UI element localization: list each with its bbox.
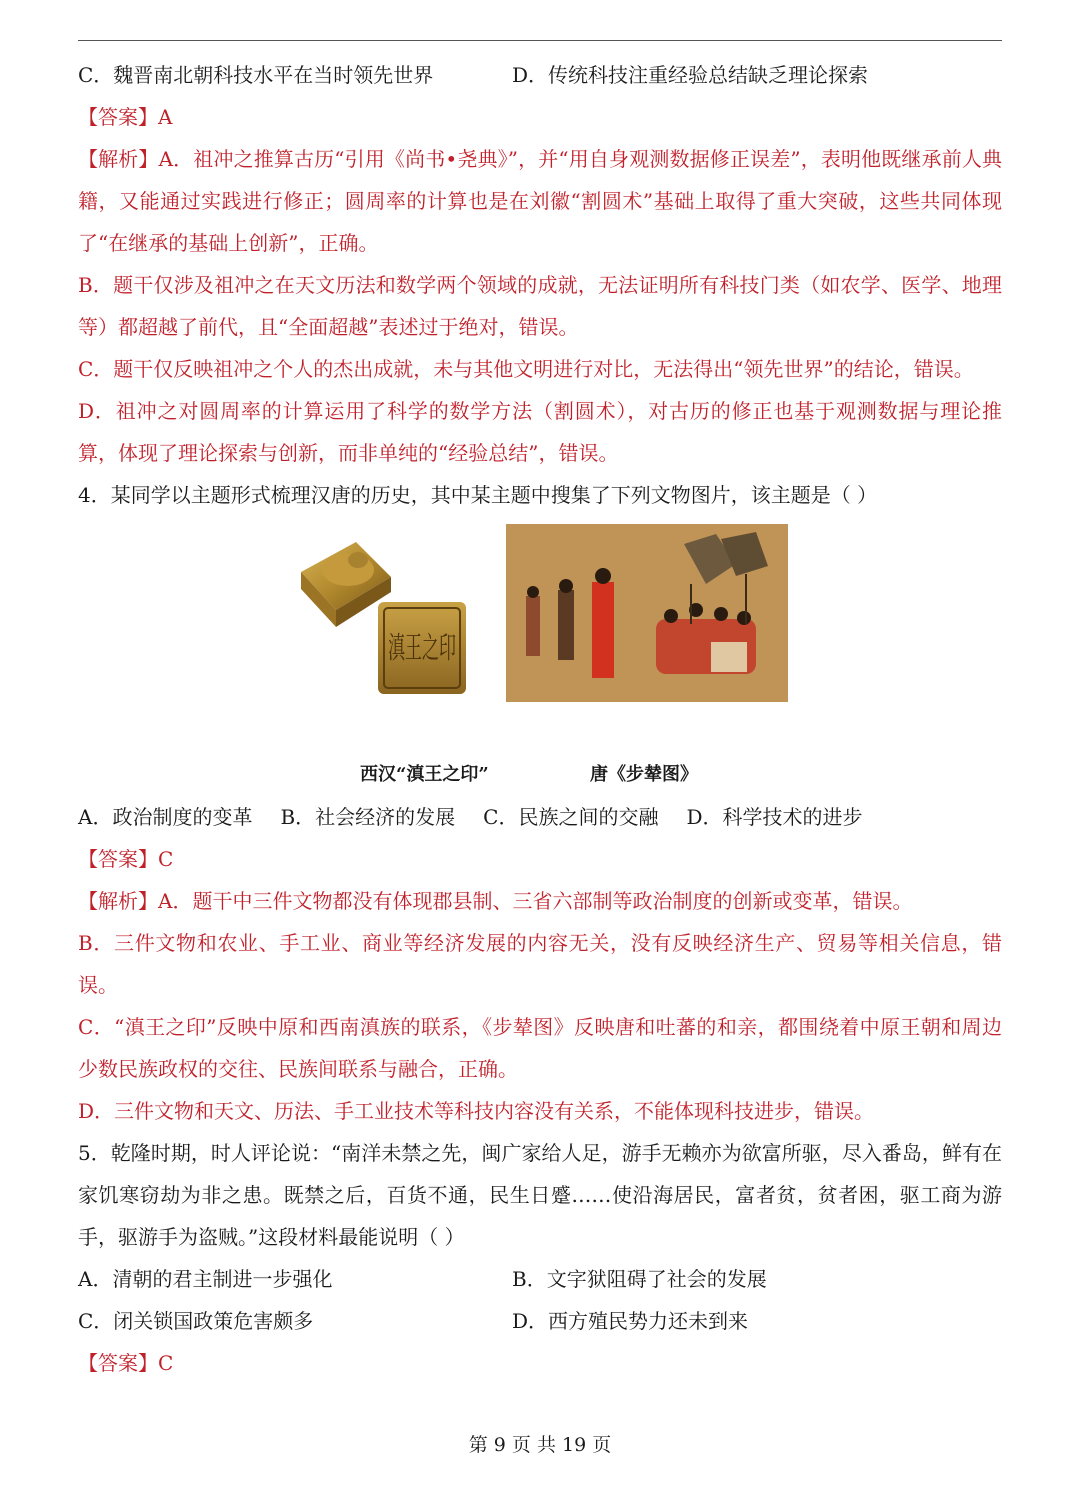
q3-answer: [78, 96, 1002, 138]
q4-answer: [78, 838, 1002, 880]
q4-options: [78, 796, 1002, 838]
q4-analysis-c: C．“滇王之印”反映中原和西南滇族的联系，《步辇图》反映唐和吐蕃的和亲，都围绕着中原王朝和周边少数民族政权的交往、民族间联系与融合，正确。: [78, 1015, 1002, 1081]
answer-tag: 【答案】: [78, 847, 158, 871]
q4-option-c: C．民族之间的交融: [483, 805, 659, 829]
answer-tag: 【答案】: [78, 105, 158, 129]
q3-analysis-d: D．祖冲之对圆周率的计算运用了科学的数学方法（割圆术），对古历的修正也基于观测数据与理论推算，体现了理论探索与创新，而非单纯的“经验总结”，错误。: [78, 399, 1002, 465]
q5-stem: 5．乾隆时期，时人评论说：“南洋未禁之先，闽广家给人足，游手无赖亦为欲富所驱，尽入番岛，鲜有在家饥寒窃劫为非之患。既禁之后，百货不通，民生日蹙……使沿海居民，富者贫，贫者困，驱工商为游手，驱游手为盗贼。”这段材料最能说明（ ）: [78, 1141, 1002, 1249]
q4-analysis-a: 【解析】A．题干中三件文物都没有体现郡县制、三省六部制等政治制度的创新或变革，错误。: [78, 889, 913, 913]
q5-answer: [78, 1342, 1002, 1384]
q3-analysis-c: C．题干仅反映祖冲之个人的杰出成就，未与其他文明进行对比，无法得出“领先世界”的结论，错误。: [78, 357, 974, 381]
q4-figures: [78, 524, 1002, 756]
q3-analysis-b: B．题干仅涉及祖冲之在天文历法和数学两个领域的成就，无法证明所有科技门类（如农学、医学、地理等）都超越了前代，且“全面超越”表述过于绝对，错误。: [78, 273, 1002, 339]
q4-stem: 4．某同学以主题形式梳理汉唐的历史，其中某主题中搜集了下列文物图片，该主题是（ ）: [78, 483, 878, 507]
caption-seal: 西汉“滇王之印”: [360, 764, 489, 785]
q4-analysis-b: B．三件文物和农业、手工业、商业等经济发展的内容无关，没有反映经济生产、贸易等相关信息，错误。: [78, 931, 1002, 997]
q4-analysis-d: D．三件文物和天文、历法、手工业技术等科技内容没有关系，不能体现科技进步，错误。: [78, 1099, 875, 1123]
q5-options-ab: [78, 1258, 1002, 1300]
page-content: [78, 54, 1002, 1384]
q3-options-cd: [78, 54, 1002, 96]
q5-options-cd: [78, 1300, 1002, 1342]
q5-option-c: C．闭关锁国政策危害颇多: [78, 1309, 314, 1333]
answer-value: C: [158, 1351, 174, 1375]
answer-value: A: [158, 105, 173, 129]
answer-value: C: [158, 847, 174, 871]
q5-option-d: D．西方殖民势力还未到来: [512, 1309, 749, 1333]
header-rule: [78, 40, 1002, 41]
q4-option-d: D．科学技术的进步: [686, 805, 863, 829]
bunian-painting-image: [506, 524, 788, 702]
seal-text: 滇王之印: [388, 631, 456, 666]
q3-option-c: C．魏晋南北朝科技水平在当时领先世界: [78, 63, 434, 87]
q5-option-b: B．文字狱阻碍了社会的发展: [512, 1267, 767, 1291]
q4-option-b: B．社会经济的发展: [280, 805, 456, 829]
q4-captions: [78, 756, 1002, 796]
caption-bunian: 唐《步辇图》: [590, 764, 698, 785]
q4-option-a: A．政治制度的变革: [78, 805, 253, 829]
answer-tag: 【答案】: [78, 1351, 158, 1375]
q3-analysis-a: 【解析】A．祖冲之推算古历“引用《尚书•尧典》”，并“用自身观测数据修正误差”，表明他既继承前人典籍，又能通过实践进行修正；圆周率的计算也是在刘徽“割圆术”基础上取得了重大突破，这些共同体现了“在继承的基础上创新”，正确。: [78, 147, 1002, 255]
page-footer: 第 9 页 共 19 页: [468, 1434, 612, 1456]
seal-image: [296, 532, 476, 702]
q5-option-a: A．清朝的君主制进一步强化: [78, 1267, 333, 1291]
q3-option-d: D．传统科技注重经验总结缺乏理论探索: [512, 63, 869, 87]
